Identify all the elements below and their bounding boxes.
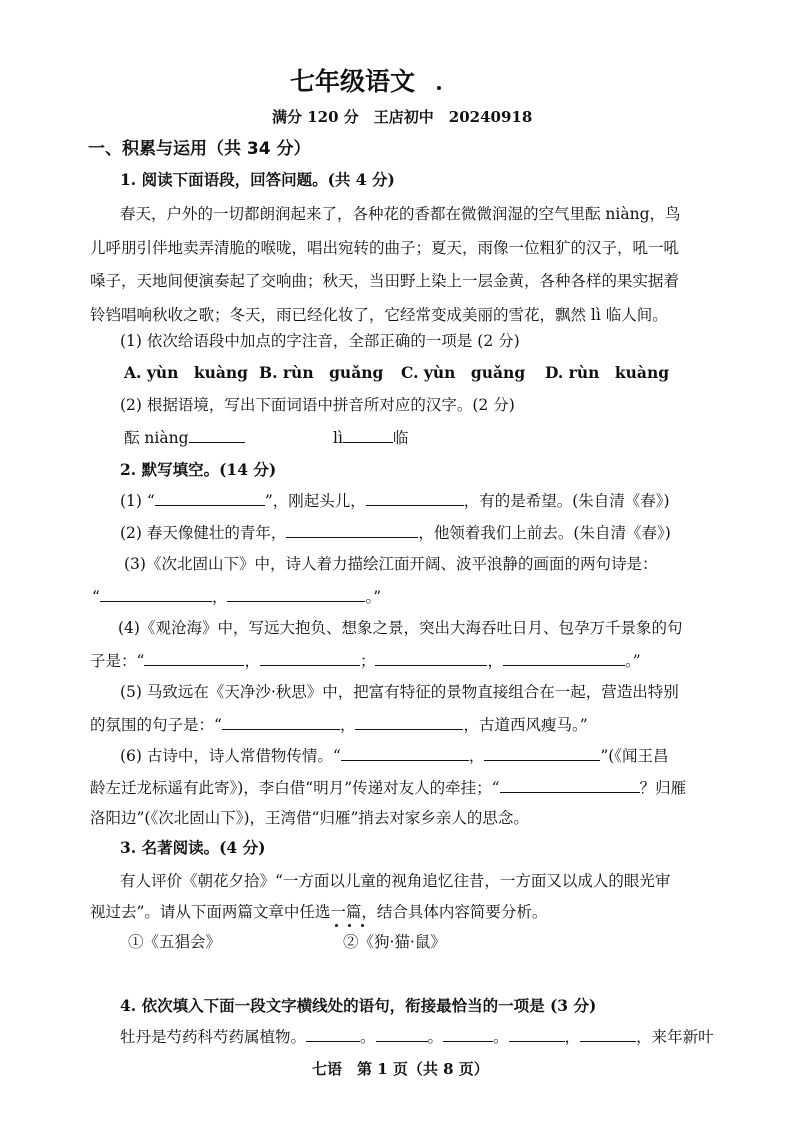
fill-line-b [333,427,408,448]
answer-blank[interactable] [484,745,600,761]
answer-blank[interactable] [341,745,469,761]
text: 。 [427,1028,444,1046]
q1-para-line-2: 儿呼朋引伴地卖弄清脆的喉咙，唱出宛转的曲子；夏天，雨像一位粗犷的汉子，吼一吼 [90,239,680,257]
q2-line-6 [120,745,669,766]
text: ； [359,652,376,670]
q2-line-8: 洛阳边”(《次北固山下》)，王湾借“归雁”捎去对家乡亲人的思念。 [90,809,529,827]
q3-choice-2: ②《狗·猫·鼠》 [343,933,446,951]
text: ， [339,716,356,734]
answer-blank[interactable] [100,586,212,602]
text: 龄左迁龙标遥有此寄》)，李白借“明月”传递对友人的牵挂；“ [90,779,500,797]
q1-heading: 1. 阅读下面语段，回答问题。(共 4 分) [120,170,395,189]
page-subtitle: 满分 120 分 王店初中 20240918 [272,108,533,126]
answer-blank[interactable] [443,1026,493,1042]
answer-blank[interactable] [376,1026,428,1042]
q1-para-line-3: 嗓子，天地间便演奏起了交响曲；秋天，当田野上染上一层金黄，各种各样的果实据着 [90,272,680,290]
option-d: D. rùn kuàng [545,363,670,382]
text: 牡丹是芍药科芍药属植物。 [120,1028,307,1046]
answer-blank[interactable] [355,714,463,730]
text: 子是：“ [90,652,145,670]
answer-blank[interactable] [366,490,464,506]
answer-blank[interactable] [144,650,244,666]
emphasis-dot [335,924,338,927]
text: ， [564,1028,581,1046]
answer-blank[interactable] [286,522,418,538]
q3-heading: 3. 名著阅读。(4 分) [120,838,266,857]
answer-blank[interactable] [375,650,487,666]
fill-label-a: 酝 niàng [124,429,189,447]
text: ，他领着我们上前去。(朱自清《春》) [418,524,671,542]
answer-blank[interactable] [500,777,640,793]
text: 。” [365,588,382,606]
text: ， [211,588,228,606]
q3-line-2: 视过去”。请从下面两篇文章中任选一篇，结合具体内容简要分析。 [90,903,548,921]
text: ，古道西风瘦马。” [463,716,588,734]
emphasis-dot [361,924,364,927]
text: ， [487,652,503,670]
text: (1) “ [120,492,155,510]
text: “ [92,588,100,606]
q1-para-line-1: 春天，户外的一切都朗润起来了，各种花的香都在微微润湿的空气里酝 niàng，鸟 [120,205,681,223]
text: (6) 古诗中，诗人常借物传情。“ [120,747,341,765]
text: (2) 春天像健壮的青年， [120,524,287,542]
answer-blank[interactable] [580,1026,636,1042]
emphasis-dot [348,924,351,927]
q2-line-7 [90,777,686,798]
text: ， [468,747,485,765]
answer-blank[interactable] [227,586,365,602]
fill-label-c: 临 [392,429,409,447]
q2-line-3: (3)《次北固山下》中，诗人着力描绘江面开阔、波平浪静的画面的两句诗是： [124,555,658,573]
q4-heading: 4. 依次填入下面一段文字横线处的语句，衔接最恰当的一项是 (3 分) [120,996,597,1015]
option-c: C. yùn guǎng [401,363,526,382]
text: 。” [624,652,641,670]
q2-line-4b [90,650,641,671]
page-footer: 七语 第 1 页（共 8 页） [312,1060,489,1078]
fill-label-b: lì [333,429,343,447]
q4-line [120,1026,714,1047]
answer-blank[interactable] [155,490,265,506]
answer-blank[interactable] [189,427,245,443]
q1-para-line-4: 铃铛唱响秋收之歌；冬天，雨已经化妆了，它经常变成美丽的雪花，飘然 lì 临人间。 [90,306,668,324]
text: ， [244,652,260,670]
text: 的氛围的句子是：“ [90,716,222,734]
q1-sub1: (1) 依次给语段中加点的字注音，全部正确的一项是 (2 分) [120,332,520,350]
q2-line-2 [120,522,671,543]
q1-sub2: (2) 根据语境，写出下面词语中拼音所对应的汉字。(2 分) [120,396,515,414]
answer-blank[interactable] [343,427,393,443]
page-title: 七年级语文 [290,67,416,96]
text: 。 [493,1028,509,1046]
q2-line-3b [92,586,381,607]
text: ，有的是希望。(朱自清《春》) [463,492,670,510]
q3-choice-1: ①《五猖会》 [128,933,222,951]
q2-line-4: (4)《观沧海》中，写远大抱负、想象之景，突出大海吞吐日月、包孕万千景象的句 [118,619,683,637]
q2-line-5b [90,714,588,735]
answer-blank[interactable] [503,650,625,666]
q3-line-1: 有人评价《朝花夕拾》“一方面以儿童的视角追忆往昔，一方面又以成人的眼光审 [120,872,671,890]
q2-line-1 [120,490,670,511]
section-heading: 一、积累与运用（共 34 分） [88,139,311,159]
text: ？归雁 [639,779,687,797]
text: ”，刚起头儿， [264,492,366,510]
option-b: B. rùn guǎng [259,363,384,382]
answer-blank[interactable] [509,1026,565,1042]
answer-blank[interactable] [260,650,360,666]
text: ”(《闻王昌 [600,747,669,765]
fill-line-a [124,427,245,448]
q2-line-5: (5) 马致远在《天净沙·秋思》中，把富有特征的景物直接组合在一起，营造出特别 [120,683,679,701]
answer-blank[interactable] [222,714,340,730]
answer-blank[interactable] [306,1026,360,1042]
text: ，来年新叶 [636,1028,714,1046]
option-a: A. yùn kuàng [124,363,249,382]
title-dot [437,86,441,90]
text: 。 [360,1028,376,1046]
q2-heading: 2. 默写填空。(14 分) [120,460,277,479]
